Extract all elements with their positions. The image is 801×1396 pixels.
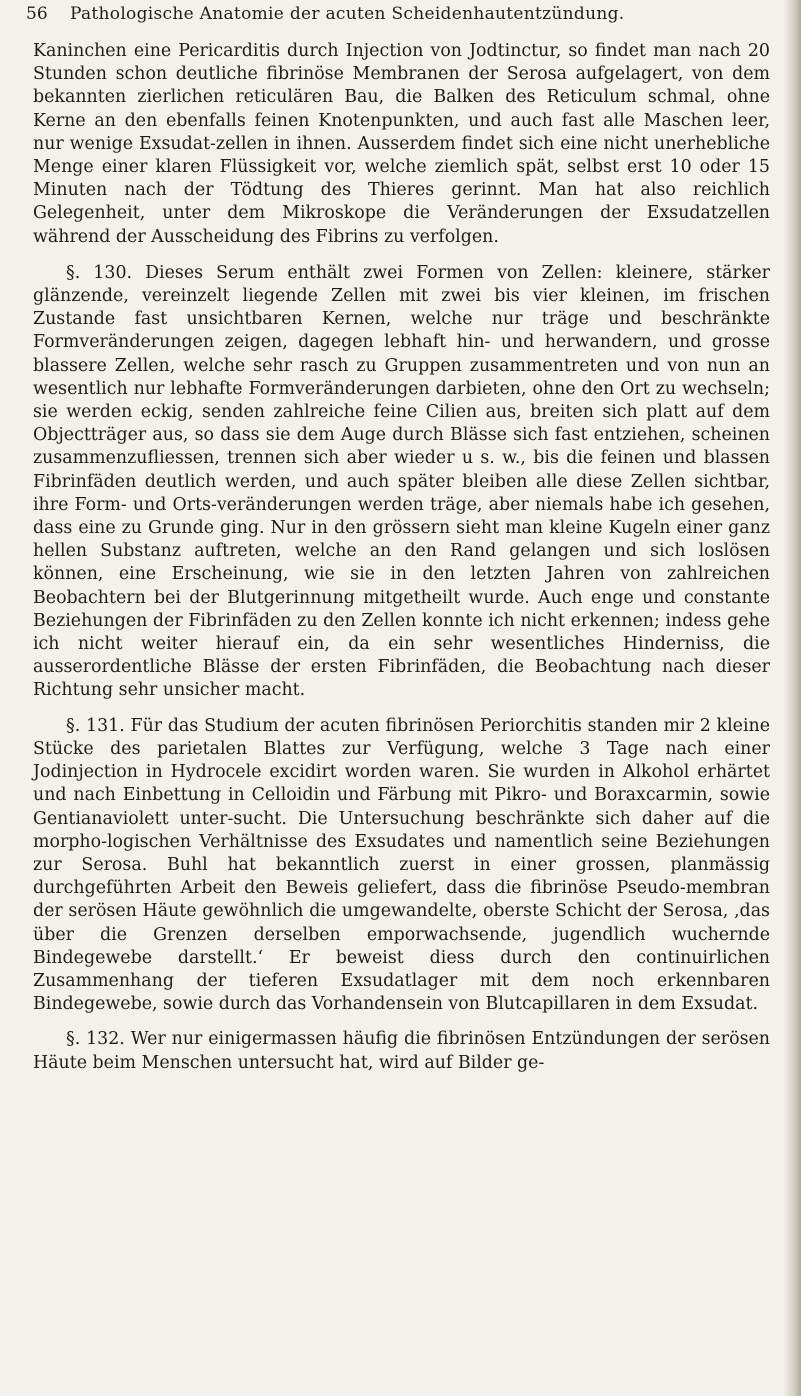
page-header [26,2,726,28]
page-number: 56 [26,4,48,24]
running-title: Pathologische Anatomie der acuten Scheidenhautentzündung. [70,4,625,24]
paragraph-section-132: §. 132. Wer nur einigermassen häufig die fibrinösen Entzündungen der serösen Häute beim Menschen untersucht hat, wird auf Bilder ge- [33,1029,770,1073]
paragraph-section-130: §. 130. Dieses Serum enthält zwei Formen von Zellen: kleinere, stärker glänzende, vereinzelt liegende Zellen mit zwei bis vier kleinen, im frischen Zustande fast unsichtbaren Kernen, welche nur träge und beschränkte Formveränderungen zeigen, dagegen lebhaft hin- und herwandern, und grosse blassere Zellen, welche sehr rasch zu Gruppen zusammentreten und von nun an wesentlich nur lebhafte Formveränderungen darbieten, ohne den Ort zu wechseln; sie werden eckig, senden zahlreiche feine Cilien aus, breiten sich platt auf dem Objectträger aus, so dass sie dem Auge durch Blässe sich fast entziehen, scheinen zusammenzufliessen, trennen sich aber wieder u s. w., bis die feinen und blassen Fibrinfäden deutlich werden, und auch später bleiben alle diese Zellen sichtbar, ihre Form- und Orts-veränderungen werden träge, aber niemals habe ich gesehen, dass eine zu Grunde ging. Nur in den grössern sieht man kleine Kugeln einer ganz hellen Substanz auftreten, welche an den Rand gelangen und sich loslösen können, eine Erscheinung, wie sie in den letzten Jahren von zahlreichen Beobachtern bei der Blutgerinnung mitgetheilt wurde. Auch enge und constante Beziehungen der Fibrinfäden zu den Zellen konnte ich nicht erkennen; indess gehe ich nicht weiter hierauf ein, da ein sehr wesentliches Hinderniss, die ausserordentliche Blässe der ersten Fibrinfäden, die Beobachtung nach dieser Richtung sehr unsicher macht. [33,262,770,701]
paragraph-continuation: Kaninchen eine Pericarditis durch Injection von Jodtinctur, so findet man nach 20 Stunden schon deutliche fibrinöse Membranen der Serosa aufgelagert, von dem bekannten zierlichen reticulären Bau, die Balken des Reticulum schmal, ohne Kerne an den ebenfalls feinen Knotenpunkten, und auch fast alle Maschen leer, nur wenige Exsudat-zellen in ihnen. Ausserdem findet sich eine nicht unerhebliche Menge einer klaren Flüssigkeit vor, welche ziemlich spät, selbst erst 10 oder 15 Minuten nach der Tödtung des Thieres gerinnt. Man hat also reichlich Gelegenheit, unter dem Mikroskope die Veränderungen der Exsudatzellen während der Ausscheidung des Fibrins zu verfolgen. [33,41,770,247]
page-edge-shadow [783,0,801,1396]
body-text [33,40,770,1075]
paragraph-section-131: §. 131. Für das Studium der acuten fibrinösen Periorchitis standen mir 2 kleine Stücke des parietalen Blattes zur Verfügung, welche 3 Tage nach einer Jodinjection in Hydrocele excidirt worden waren. Sie wurden in Alkohol erhärtet und nach Einbettung in Celloidin und Färbung mit Pikro- und Boraxcarmin, sowie Gentianaviolett unter-sucht. Die Untersuchung beschränkte sich daher auf die morpho-logischen Verhältnisse des Exsudates und namentlich seine Beziehungen zur Serosa. Buhl hat bekanntlich zuerst in einer grossen, planmässig durchgeführten Arbeit den Beweis geliefert, dass die fibrinöse Pseudo-membran der serösen Häute gewöhnlich die umgewandelte, oberste Schicht der Serosa, ‚das über die Grenzen derselben emporwachsende, jugendlich wuchernde Bindegewebe darstellt.‘ Er beweist diess durch den continuirlichen Zusammenhang der tieferen Exsudatlager mit dem noch erkennbaren Bindegewebe, sowie durch das Vorhandensein von Blutcapillaren in dem Exsudat. [33,715,770,1015]
